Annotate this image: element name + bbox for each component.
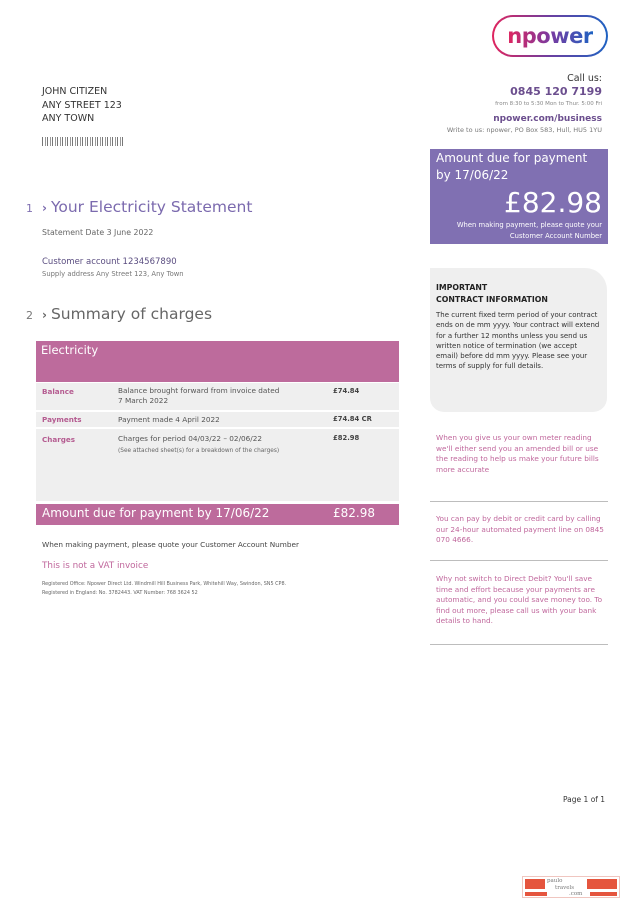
- website-link[interactable]: npower.com/business: [493, 114, 602, 124]
- recipient-name: JOHN CITIZEN: [42, 86, 108, 97]
- registered-line: Registered Office: Npower Direct Ltd. Windmill Hill Business Park, Whitehill Way, Swindon, SN5 CP8.: [42, 581, 287, 587]
- row-label: Charges: [42, 435, 76, 444]
- stamp-line: travels: [555, 884, 575, 891]
- phone-number[interactable]: 0845 120 7199: [510, 85, 602, 98]
- card-payment-note: You can pay by debit or credit card by calling our 24-hour automated payment line on 0845 070 4666.: [436, 514, 604, 544]
- contract-info-panel: [430, 268, 607, 412]
- table-row: [36, 412, 399, 427]
- row-label: Payments: [42, 415, 82, 424]
- divider: [430, 644, 608, 645]
- amount-due-note-1: When making payment, please quote your: [456, 221, 602, 229]
- row-desc-line: Balance brought forward from invoice dated: [118, 386, 280, 395]
- call-us-label: Call us:: [567, 73, 602, 84]
- recipient-town: ANY TOWN: [42, 113, 95, 124]
- amount-due-bar: [36, 504, 399, 525]
- amount-due-title: Amount due for payment: [436, 151, 588, 165]
- supply-address: Supply address Any Street 123, Any Town: [42, 270, 184, 278]
- recipient-address: [42, 85, 122, 126]
- row-description: [118, 386, 279, 406]
- row-desc-note: (See attached sheet(s) for a breakdown of the charges): [118, 448, 280, 454]
- stamp-bar: [587, 879, 617, 889]
- section-number: 1: [26, 202, 33, 215]
- npower-logo: [492, 15, 608, 57]
- watermark-stamp: [522, 876, 620, 898]
- stamp-line: paulo: [547, 878, 563, 884]
- stamp-bar: [525, 879, 545, 889]
- divider: [430, 560, 608, 561]
- section-title-text: Summary of charges: [50, 305, 213, 323]
- quote-account-note: When making payment, please quote your Customer Account Number: [42, 540, 300, 549]
- recipient-street: ANY STREET 123: [42, 99, 122, 111]
- row-desc-line: 7 March 2022: [118, 396, 169, 405]
- postal-barcode: [42, 137, 124, 146]
- section-1-title: [26, 198, 252, 216]
- row-value: £74.84 CR: [333, 415, 372, 423]
- amount-due-bar-label: Amount due for payment by 17/06/22: [42, 506, 270, 520]
- stamp-line: .com: [569, 891, 583, 897]
- contract-heading-1: IMPORTANT: [436, 283, 488, 292]
- amount-due-value: £82.98: [504, 186, 602, 219]
- registered-office: [42, 580, 286, 598]
- postal-address: Write to us: npower, PO Box 583, Hull, HU5 1YU: [446, 126, 602, 134]
- statement-date: Statement Date 3 June 2022: [42, 228, 154, 237]
- section-2-title: [26, 305, 212, 323]
- table-row: [36, 429, 399, 501]
- not-vat-invoice: This is not a VAT invoice: [42, 561, 149, 571]
- chevron-right-icon: ›: [42, 308, 47, 322]
- contract-body: The current fixed term period of your contract ends on de mm yyyy. Your contract will extend for a further 12 months unless you send us written notice of termination (we accept email) before dd mm yyyy. Please see your terms of supply for full details.: [436, 311, 600, 371]
- stamp-bar: [525, 892, 547, 896]
- row-value: £74.84: [333, 387, 360, 395]
- page-number: Page 1 of 1: [563, 795, 606, 804]
- amount-due-note-2: Customer Account Number: [509, 232, 602, 240]
- divider: [430, 501, 608, 502]
- charges-table-header: Electricity: [36, 341, 399, 382]
- registered-line: Registered in England: No. 3782443. VAT Number: 768 3624 52: [42, 590, 198, 596]
- row-desc-line: Charges for period 04/03/22 – 02/06/22: [118, 434, 263, 443]
- table-row: [36, 383, 399, 410]
- logo-text: npower: [507, 24, 593, 48]
- meter-reading-note: When you give us your own meter reading we'll either send you an amended bill or use the reading to help us make your future bills more accurate: [436, 433, 599, 474]
- amount-due-box: [430, 149, 608, 244]
- section-number: 2: [26, 309, 33, 322]
- opening-hours: from 8:30 to 5:30 Mon to Thur. 5:00 Fri: [495, 101, 602, 107]
- contract-heading-2: CONTRACT INFORMATION: [436, 294, 548, 304]
- customer-account: Customer account 1234567890: [42, 257, 177, 267]
- stamp-text: [547, 878, 582, 898]
- contact-block: [382, 72, 602, 136]
- chevron-right-icon: ›: [42, 201, 47, 215]
- row-desc-line: Payment made 4 April 2022: [118, 415, 220, 424]
- direct-debit-note: Why not switch to Direct Debit? You'll save time and effort because your payments are automatic, and you could save money too. To find out more, please call us with your bank details to hand.: [436, 574, 603, 625]
- row-label: Balance: [42, 387, 74, 396]
- amount-due-date: by 17/06/22: [436, 168, 509, 182]
- section-title-text: Your Electricity Statement: [50, 198, 253, 216]
- amount-due-bar-value: £82.98: [333, 506, 375, 520]
- row-value: £82.98: [333, 434, 360, 442]
- row-description: [118, 434, 279, 456]
- stamp-bar: [590, 892, 617, 896]
